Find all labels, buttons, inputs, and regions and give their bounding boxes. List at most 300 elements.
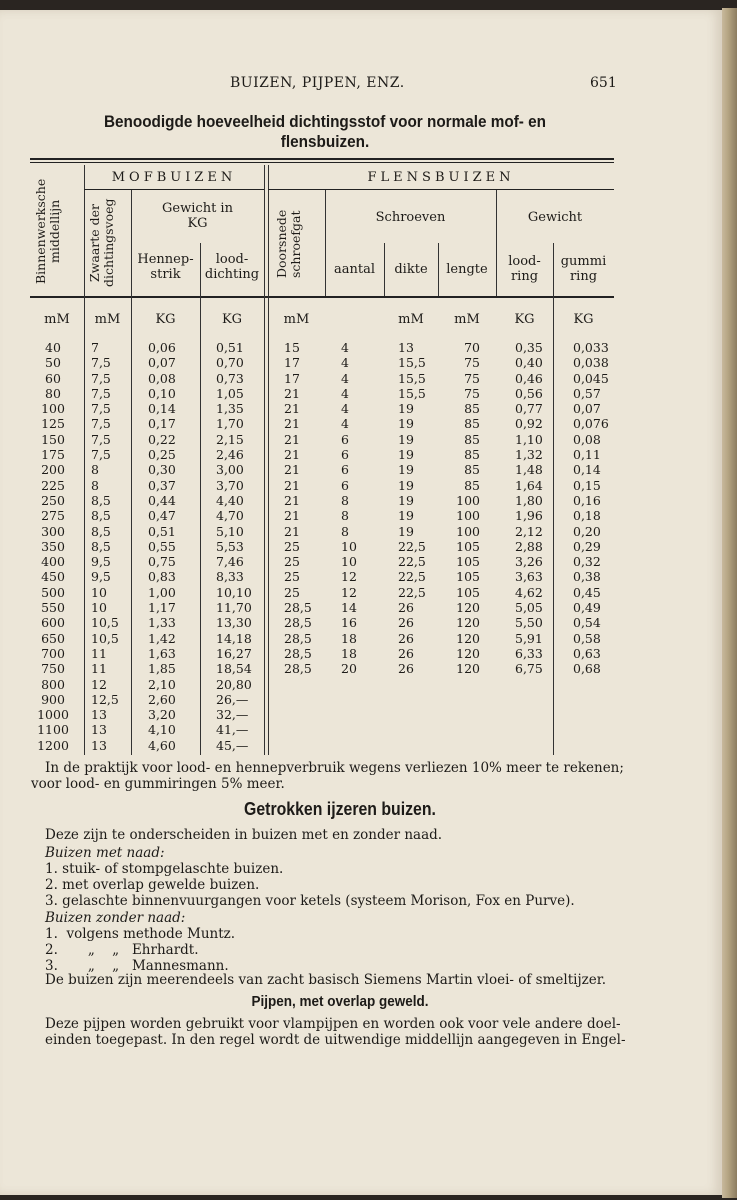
column-binnenwerksche-middellijn bbox=[30, 340, 76, 753]
header-lengte: lengte bbox=[446, 262, 488, 277]
table-cell: 85 bbox=[464, 477, 480, 493]
paragraph-meerendeels: De buizen zijn meerendeels van zacht basisch Siemens Martin vloei- of smeltijzer. bbox=[45, 972, 607, 988]
table-cell: 1,05 bbox=[216, 385, 244, 401]
table-cell: 0,55 bbox=[148, 538, 176, 554]
table-cell: 100 bbox=[456, 508, 480, 524]
table-cell: 1,17 bbox=[148, 600, 176, 616]
table-cell: 0,08 bbox=[573, 431, 601, 447]
table-cell: 21 bbox=[284, 462, 300, 478]
table-cell: 10 bbox=[91, 600, 107, 616]
table-cell: 105 bbox=[456, 554, 480, 570]
table-cell: 1000 bbox=[37, 707, 69, 723]
col-divider bbox=[325, 190, 326, 296]
table-note-line2: voor lood- en gummiringen 5% meer. bbox=[31, 776, 285, 792]
table-cell: 105 bbox=[456, 569, 480, 585]
table-cell: 70 bbox=[464, 340, 480, 355]
table-cell: 25 bbox=[284, 554, 300, 570]
table-cell: 8 bbox=[341, 523, 349, 539]
table-cell: 19 bbox=[398, 523, 414, 539]
table-cell: 250 bbox=[41, 492, 65, 508]
table-cell: 0,08 bbox=[148, 370, 176, 386]
table-cell: 6 bbox=[341, 462, 349, 478]
header-lood: lood- bbox=[215, 252, 249, 267]
table-cell: 28,5 bbox=[284, 661, 312, 677]
table-cell: 0,11 bbox=[573, 447, 601, 463]
table-cell: 5,10 bbox=[216, 523, 244, 539]
header-bottom-rule bbox=[30, 296, 614, 298]
table-cell: 4 bbox=[341, 355, 349, 371]
table-cell: 800 bbox=[41, 676, 65, 692]
unit-lengte: mM bbox=[454, 312, 480, 327]
column-dikte bbox=[398, 340, 434, 677]
table-cell: 0,44 bbox=[148, 492, 176, 508]
table-cell: 2,60 bbox=[148, 691, 176, 707]
table-cell: 1,70 bbox=[216, 416, 244, 432]
table-cell: 4,60 bbox=[148, 737, 176, 753]
table-title: Benoodigde hoeveelheid dichtingsstof voor normale mof- en bbox=[103, 112, 547, 131]
table-cell: 16 bbox=[341, 615, 357, 631]
table-cell: 50 bbox=[45, 355, 61, 371]
table-cell: 0,47 bbox=[148, 508, 176, 524]
table-cell: 6,75 bbox=[515, 661, 543, 677]
table-cell: 40 bbox=[45, 340, 61, 355]
table-cell: 21 bbox=[284, 447, 300, 463]
table-cell: 9,5 bbox=[91, 569, 111, 585]
table-cell: 6,33 bbox=[515, 645, 543, 661]
header-aantal: aantal bbox=[333, 262, 375, 277]
table-cell: 3,20 bbox=[148, 707, 176, 723]
table-cell: 2,88 bbox=[515, 538, 543, 554]
table-cell: 75 bbox=[464, 385, 480, 401]
table-cell: 105 bbox=[456, 584, 480, 600]
table-cell: 13 bbox=[398, 340, 414, 355]
table-cell: 10,5 bbox=[91, 615, 119, 631]
running-head: BUIZEN, PIJPEN, ENZ. bbox=[230, 75, 405, 91]
table-cell: 5,53 bbox=[216, 538, 244, 554]
table-cell: 0,58 bbox=[573, 630, 601, 646]
table-cell: 900 bbox=[41, 691, 65, 707]
table-cell: 100 bbox=[41, 401, 65, 417]
table-cell: 700 bbox=[41, 645, 65, 661]
table-cell: 22,5 bbox=[398, 554, 426, 570]
table-cell: 10 bbox=[91, 584, 107, 600]
table-cell: 8 bbox=[91, 462, 99, 478]
table-cell: 18,54 bbox=[216, 661, 252, 677]
table-cell: 400 bbox=[41, 554, 65, 570]
table-cell: 225 bbox=[41, 477, 65, 493]
table-cell: 7,5 bbox=[91, 447, 111, 463]
column-hennepstrik bbox=[148, 340, 194, 753]
list-item: 2. met overlap gewelde buizen. bbox=[45, 877, 260, 893]
table-cell: 4 bbox=[341, 401, 349, 417]
group-header-flensbuizen: FLENSBUIZEN bbox=[367, 170, 515, 185]
table-cell: 0,22 bbox=[148, 431, 176, 447]
table-cell: 4,40 bbox=[216, 492, 244, 508]
table-cell: 0,15 bbox=[573, 477, 601, 493]
table-cell: 275 bbox=[41, 508, 65, 524]
table-cell: 21 bbox=[284, 431, 300, 447]
table-cell: 1,32 bbox=[515, 447, 543, 463]
group-rule bbox=[268, 189, 614, 190]
table-cell: 80 bbox=[45, 385, 61, 401]
table-cell: 7 bbox=[91, 340, 99, 355]
table-cell: 6 bbox=[341, 477, 349, 493]
table-cell: 2,46 bbox=[216, 447, 244, 463]
table-cell: 7,46 bbox=[216, 554, 244, 570]
table-cell: 7,5 bbox=[91, 355, 111, 371]
column-lengte bbox=[444, 340, 480, 677]
table-cell: 85 bbox=[464, 401, 480, 417]
unit-lood: KG bbox=[221, 312, 243, 327]
table-cell: 45,— bbox=[216, 737, 249, 753]
table-cell: 2,12 bbox=[515, 523, 543, 539]
table-cell: 26,— bbox=[216, 691, 249, 707]
table-cell: 0,17 bbox=[148, 416, 176, 432]
header-dichting: dichting bbox=[204, 267, 260, 282]
table-cell: 22,5 bbox=[398, 569, 426, 585]
table-cell: 350 bbox=[41, 538, 65, 554]
header-loodring: lood- bbox=[508, 254, 541, 269]
table-cell: 19 bbox=[398, 492, 414, 508]
table-cell: 9,5 bbox=[91, 554, 111, 570]
table-cell: 0,83 bbox=[148, 569, 176, 585]
table-cell: 17 bbox=[284, 355, 300, 371]
table-cell: 0,63 bbox=[573, 645, 601, 661]
table-cell: 21 bbox=[284, 416, 300, 432]
table-cell: 105 bbox=[456, 538, 480, 554]
unit-hennep: KG bbox=[155, 312, 176, 327]
table-cell: 11,70 bbox=[216, 600, 252, 616]
table-cell: 3,63 bbox=[515, 569, 543, 585]
table-cell: 8 bbox=[341, 492, 349, 508]
table-cell: 21 bbox=[284, 401, 300, 417]
table-cell: 1,63 bbox=[148, 645, 176, 661]
table-cell: 0,70 bbox=[216, 355, 244, 371]
table-cell: 11 bbox=[91, 645, 107, 661]
table-cell: 4,10 bbox=[148, 722, 176, 738]
column-zwaarte bbox=[91, 340, 127, 753]
table-cell: 120 bbox=[456, 600, 480, 616]
table-cell: 15,5 bbox=[398, 355, 426, 371]
header-gewicht-in: Gewicht in bbox=[162, 201, 233, 216]
paragraph-pijpen-line1: Deze pijpen worden gebruikt voor vlampijpen en worden ook voor vele andere doel- bbox=[45, 1016, 621, 1032]
table-cell: 17 bbox=[284, 370, 300, 386]
table-cell: 1,35 bbox=[216, 401, 244, 417]
table-cell: 22,5 bbox=[398, 584, 426, 600]
table-cell: 10,10 bbox=[216, 584, 252, 600]
list-item: 3. gelaschte binnenvuurgangen voor ketels (systeem Morison, Fox en Purve). bbox=[45, 893, 575, 909]
table-cell: 12 bbox=[341, 569, 357, 585]
table-cell: 7,5 bbox=[91, 416, 111, 432]
column-doorsnede-schroefgat bbox=[284, 340, 320, 677]
table-cell: 4 bbox=[341, 385, 349, 401]
table-cell: 75 bbox=[464, 355, 480, 371]
table-cell: 21 bbox=[284, 523, 300, 539]
header-schroeven: Schroeven bbox=[375, 210, 446, 225]
table-cell: 450 bbox=[41, 569, 65, 585]
table-cell: 25 bbox=[284, 538, 300, 554]
table-cell: 85 bbox=[464, 462, 480, 478]
header-gummiring: gummi bbox=[560, 254, 607, 269]
table-cell: 125 bbox=[41, 416, 65, 432]
table-cell: 6 bbox=[341, 447, 349, 463]
table-cell: 19 bbox=[398, 508, 414, 524]
table-cell: 1,80 bbox=[515, 492, 543, 508]
table-cell: 3,70 bbox=[216, 477, 244, 493]
heading-getrokken-ijzeren-buizen: Getrokken ijzeren buizen. bbox=[244, 799, 436, 819]
column-gummiring bbox=[573, 340, 613, 677]
table-cell: 10,5 bbox=[91, 630, 119, 646]
unit-binnen: mM bbox=[44, 312, 70, 327]
table-cell: 28,5 bbox=[284, 615, 312, 631]
unit-zwaarte: mM bbox=[94, 312, 121, 327]
table-cell: 15,5 bbox=[398, 385, 426, 401]
table-cell: 8,5 bbox=[91, 508, 111, 524]
table-cell: 1,00 bbox=[148, 584, 176, 600]
table-cell: 4 bbox=[341, 416, 349, 432]
table-cell: 650 bbox=[41, 630, 65, 646]
table-cell: 19 bbox=[398, 462, 414, 478]
table-cell: 0,46 bbox=[515, 370, 543, 386]
table-cell: 22,5 bbox=[398, 538, 426, 554]
table-cell: 19 bbox=[398, 401, 414, 417]
heading-pijpen-overlap: Pijpen, met overlap geweld. bbox=[251, 993, 429, 1010]
table-cell: 12 bbox=[91, 676, 107, 692]
table-cell: 0,14 bbox=[573, 462, 601, 478]
table-cell: 21 bbox=[284, 477, 300, 493]
table-cell: 0,18 bbox=[573, 508, 601, 524]
table-cell: 11 bbox=[91, 661, 107, 677]
table-cell: 0,30 bbox=[148, 462, 176, 478]
table-cell: 26 bbox=[398, 615, 414, 631]
table-cell: 4,70 bbox=[216, 508, 244, 524]
table-cell: 0,07 bbox=[148, 355, 176, 371]
col-divider bbox=[264, 165, 265, 755]
table-cell: 0,20 bbox=[573, 523, 601, 539]
table-cell: 85 bbox=[464, 447, 480, 463]
table-cell: 100 bbox=[456, 492, 480, 508]
table-cell: 15 bbox=[284, 340, 300, 355]
table-cell: 0,10 bbox=[148, 385, 176, 401]
table-cell: 0,25 bbox=[148, 447, 176, 463]
table-cell: 0,92 bbox=[515, 416, 543, 432]
table-cell: 7,5 bbox=[91, 385, 111, 401]
table-cell: 0,35 bbox=[515, 340, 543, 355]
table-cell: 0,38 bbox=[573, 569, 601, 585]
table-cell: 500 bbox=[41, 584, 65, 600]
unit-loodring: KG bbox=[514, 312, 535, 327]
group-rule bbox=[84, 189, 264, 190]
table-cell: 150 bbox=[41, 431, 65, 447]
table-cell: 1,33 bbox=[148, 615, 176, 631]
page-number: 651 bbox=[590, 75, 617, 91]
header-strik: strik bbox=[150, 267, 181, 282]
table-cell: 21 bbox=[284, 492, 300, 508]
table-cell: 0,32 bbox=[573, 554, 601, 570]
table-cell: 60 bbox=[45, 370, 61, 386]
table-cell: 2,10 bbox=[148, 676, 176, 692]
table-cell: 14 bbox=[341, 600, 357, 616]
list-item: 1. volgens methode Muntz. bbox=[45, 926, 236, 942]
table-cell: 1,10 bbox=[515, 431, 543, 447]
table-cell: 16,27 bbox=[216, 645, 252, 661]
table-cell: 0,038 bbox=[573, 355, 609, 371]
table-cell: 19 bbox=[398, 477, 414, 493]
header-hennep: Hennep- bbox=[137, 252, 194, 267]
col-divider bbox=[268, 165, 269, 755]
paragraph-onderscheiden: Deze zijn te onderscheiden in buizen met en zonder naad. bbox=[45, 827, 443, 843]
list-item: 3. „ „ Mannesmann. bbox=[45, 958, 229, 974]
table-cell: 1,85 bbox=[148, 661, 176, 677]
table-cell: 85 bbox=[464, 416, 480, 432]
table-cell: 20,80 bbox=[216, 676, 252, 692]
list-item: 1. stuik- of stompgelaschte buizen. bbox=[45, 861, 284, 877]
table-cell: 85 bbox=[464, 431, 480, 447]
column-loodring bbox=[515, 340, 551, 677]
header-zwaarte-dichtingsvoeg: Zwaarte der dichtingsvoeg bbox=[87, 198, 116, 288]
page-edge bbox=[722, 8, 737, 1198]
table-cell: 0,51 bbox=[216, 340, 244, 355]
table-cell: 0,14 bbox=[148, 401, 176, 417]
table-cell: 0,29 bbox=[573, 538, 601, 554]
header-loodring-2: ring bbox=[510, 269, 539, 284]
table-cell: 7,5 bbox=[91, 370, 111, 386]
table-cell: 1,64 bbox=[515, 477, 543, 493]
table-cell: 28,5 bbox=[284, 645, 312, 661]
table-cell: 32,— bbox=[216, 707, 249, 723]
top-rule-thin bbox=[30, 162, 614, 163]
table-cell: 8,33 bbox=[216, 569, 244, 585]
table-cell: 10 bbox=[341, 538, 357, 554]
header-doorsnede-schroefgat: Doorsnede schroefgat bbox=[274, 209, 303, 279]
table-cell: 3,26 bbox=[515, 554, 543, 570]
table-cell: 13 bbox=[91, 707, 107, 723]
group-header-mofbuizen: MOFBUIZEN bbox=[111, 170, 237, 185]
table-cell: 28,5 bbox=[284, 600, 312, 616]
table-cell: 3,00 bbox=[216, 462, 244, 478]
table-cell: 8,5 bbox=[91, 492, 111, 508]
table-cell: 21 bbox=[284, 508, 300, 524]
table-cell: 26 bbox=[398, 630, 414, 646]
table-cell: 8 bbox=[91, 477, 99, 493]
unit-doorsnede: mM bbox=[283, 312, 310, 327]
column-looddichting bbox=[216, 340, 262, 753]
table-cell: 0,73 bbox=[216, 370, 244, 386]
table-cell: 19 bbox=[398, 447, 414, 463]
table-cell: 5,91 bbox=[515, 630, 543, 646]
table-cell: 0,07 bbox=[573, 401, 601, 417]
table-cell: 6 bbox=[341, 431, 349, 447]
table-cell: 25 bbox=[284, 569, 300, 585]
table-cell: 0,37 bbox=[148, 477, 176, 493]
table-cell: 1200 bbox=[37, 737, 69, 753]
table-cell: 5,05 bbox=[515, 600, 543, 616]
header-binnenwerksche-middellijn: Binnenwerksche middellijn bbox=[33, 178, 62, 284]
col-divider bbox=[84, 165, 85, 755]
table-cell: 0,40 bbox=[515, 355, 543, 371]
table-cell: 20 bbox=[341, 661, 357, 677]
header-gewicht: Gewicht bbox=[527, 210, 583, 225]
table-cell: 200 bbox=[41, 462, 65, 478]
table-cell: 120 bbox=[456, 661, 480, 677]
header-gummiring-2: ring bbox=[569, 269, 598, 284]
table-cell: 0,54 bbox=[573, 615, 601, 631]
table-cell: 100 bbox=[456, 523, 480, 539]
table-cell: 120 bbox=[456, 615, 480, 631]
table-cell: 1,96 bbox=[515, 508, 543, 524]
table-cell: 0,75 bbox=[148, 554, 176, 570]
table-cell: 175 bbox=[41, 447, 65, 463]
table-cell: 2,15 bbox=[216, 431, 244, 447]
table-cell: 0,57 bbox=[573, 385, 601, 401]
table-cell: 28,5 bbox=[284, 630, 312, 646]
table-cell: 12,5 bbox=[91, 691, 119, 707]
table-cell: 14,18 bbox=[216, 630, 252, 646]
table-cell: 0,045 bbox=[573, 370, 609, 386]
table-cell: 1,42 bbox=[148, 630, 176, 646]
table-title-continued: flensbuizen. bbox=[280, 132, 370, 151]
table-cell: 0,076 bbox=[573, 416, 609, 432]
table-cell: 0,49 bbox=[573, 600, 601, 616]
table-cell: 41,— bbox=[216, 722, 249, 738]
table-cell: 300 bbox=[41, 523, 65, 539]
table-cell: 15,5 bbox=[398, 370, 426, 386]
table-cell: 26 bbox=[398, 600, 414, 616]
table-cell: 26 bbox=[398, 645, 414, 661]
table-note-line1: In de praktijk voor lood- en hennepverbruik wegens verliezen 10% meer te rekenen; bbox=[45, 760, 624, 776]
column-aantal bbox=[341, 340, 371, 677]
table-cell: 0,77 bbox=[515, 401, 543, 417]
table-cell: 600 bbox=[41, 615, 65, 631]
table-cell: 4 bbox=[341, 370, 349, 386]
unit-dikte: mM bbox=[398, 312, 424, 327]
table-cell: 1100 bbox=[37, 722, 69, 738]
list-item: 2. „ „ Ehrhardt. bbox=[45, 942, 199, 958]
table-cell: 8 bbox=[341, 508, 349, 524]
table-cell: 0,51 bbox=[148, 523, 176, 539]
table-cell: 0,56 bbox=[515, 385, 543, 401]
table-cell: 10 bbox=[341, 554, 357, 570]
table-cell: 4 bbox=[341, 340, 349, 355]
table-cell: 1,48 bbox=[515, 462, 543, 478]
table-cell: 7,5 bbox=[91, 401, 111, 417]
subheading-zonder-naad: Buizen zonder naad: bbox=[45, 910, 186, 926]
table-cell: 550 bbox=[41, 600, 65, 616]
table-cell: 26 bbox=[398, 661, 414, 677]
top-rule bbox=[30, 158, 614, 160]
table-cell: 8,5 bbox=[91, 538, 111, 554]
table-cell: 0,16 bbox=[573, 492, 601, 508]
table-cell: 120 bbox=[456, 645, 480, 661]
table-cell: 21 bbox=[284, 385, 300, 401]
table-cell: 4,62 bbox=[515, 584, 543, 600]
table-cell: 0,68 bbox=[573, 661, 601, 677]
table-cell: 18 bbox=[341, 645, 357, 661]
table-cell: 5,50 bbox=[515, 615, 543, 631]
table-cell: 19 bbox=[398, 416, 414, 432]
table-cell: 7,5 bbox=[91, 431, 111, 447]
table-cell: 75 bbox=[464, 370, 480, 386]
table-cell: 13 bbox=[91, 722, 107, 738]
table-cell: 25 bbox=[284, 584, 300, 600]
table-cell: 19 bbox=[398, 431, 414, 447]
table-cell: 0,06 bbox=[148, 340, 176, 355]
table-cell: 13 bbox=[91, 737, 107, 753]
table-cell: 12 bbox=[341, 584, 357, 600]
paragraph-pijpen-line2: einden toegepast. In den regel wordt de uitwendige middellijn aangegeven in Engel- bbox=[45, 1032, 626, 1048]
unit-gummi: KG bbox=[573, 312, 594, 327]
header-dikte: dikte bbox=[394, 262, 428, 277]
